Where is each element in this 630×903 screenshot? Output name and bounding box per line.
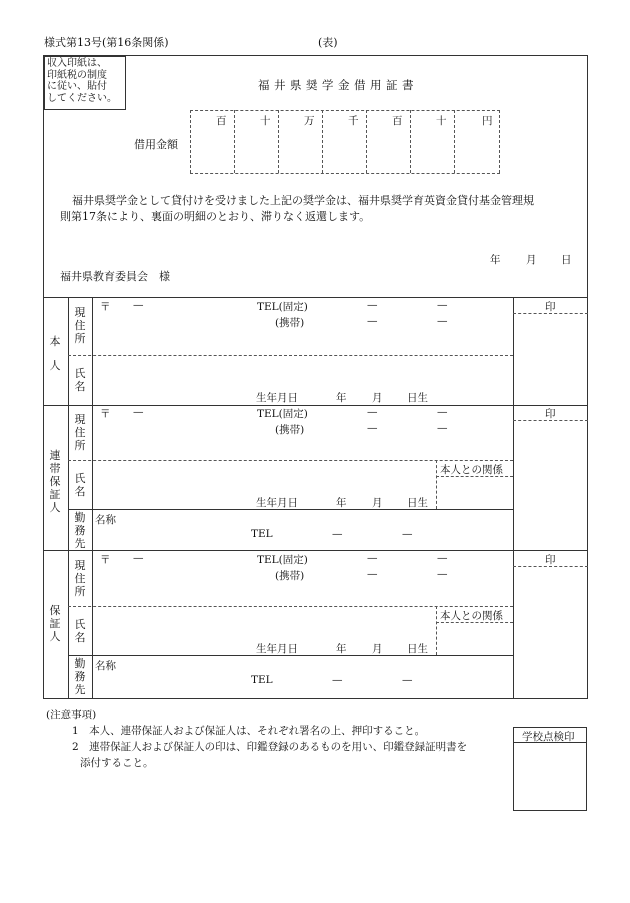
principal-birth-year: 年 bbox=[336, 392, 347, 404]
guarantor-name-label: 氏名 bbox=[74, 618, 86, 644]
principal-postal-dash: — bbox=[133, 299, 144, 311]
amount-unit-hundred-million: 百 bbox=[216, 115, 227, 127]
joint-birth-day: 日生 bbox=[407, 497, 428, 509]
note-item-2: 2 連帯保証人および保証人の印は、印鑑登録のあるものを用い、印鑑登録証明書を bbox=[72, 741, 468, 753]
principal-seal: 印 bbox=[545, 301, 556, 313]
joint-company-tel-dash-2: — bbox=[402, 528, 413, 540]
guarantor-seal: 印 bbox=[545, 554, 556, 566]
guarantor-tel-fixed-dash-2: — bbox=[437, 552, 448, 564]
principal-birth-label: 生年月日 bbox=[256, 392, 298, 404]
guarantor-company-tel-dash-2: — bbox=[402, 674, 413, 686]
principal-address-label: 現住所 bbox=[74, 306, 86, 345]
joint-postal-dash: — bbox=[133, 406, 144, 418]
guarantor-relation-label: 本人との関係 bbox=[440, 610, 503, 622]
guarantor-postal-mark: 〒 bbox=[100, 554, 111, 566]
notes-heading: (注意事項) bbox=[46, 709, 97, 721]
guarantor-birth-month: 月 bbox=[372, 643, 383, 655]
addressee: 福井県教育委員会 様 bbox=[60, 270, 170, 283]
school-check-label: 学校点検印 bbox=[522, 731, 575, 743]
body-text-line-2: 則第17条により、裏面の明細のとおり、滞りなく返還します。 bbox=[60, 210, 371, 223]
guarantor-tel-fixed-dash-1: — bbox=[367, 552, 378, 564]
joint-postal-mark: 〒 bbox=[100, 408, 111, 420]
certificate-frame bbox=[43, 55, 588, 699]
joint-seal: 印 bbox=[545, 408, 556, 420]
guarantor-tel-fixed-label: TEL(固定) bbox=[257, 554, 308, 566]
guarantor-birth-year: 年 bbox=[336, 643, 347, 655]
joint-relation-label: 本人との関係 bbox=[440, 464, 503, 476]
amount-label: 借用金額 bbox=[134, 138, 178, 151]
joint-birth-month: 月 bbox=[372, 497, 383, 509]
joint-company-label: 名称 bbox=[95, 514, 116, 526]
joint-tel-mobile-dash-2: — bbox=[437, 422, 448, 434]
amount-unit-ten-thousand: 万 bbox=[304, 115, 315, 127]
note-item-1: 1 本人、連帯保証人および保証人は、それぞれ署名の上、押印すること。 bbox=[72, 725, 426, 737]
amount-unit-yen: 円 bbox=[482, 115, 493, 127]
principal-tel-mobile-label: (携帯) bbox=[275, 317, 305, 329]
date-year: 年 bbox=[490, 254, 501, 266]
date-month: 月 bbox=[526, 254, 537, 266]
revenue-stamp-note: 収入印紙は、 印紙税の制度 に従い、貼付 してください。 bbox=[47, 58, 117, 104]
joint-birth-year: 年 bbox=[336, 497, 347, 509]
guarantor-company-label: 名称 bbox=[95, 660, 116, 672]
principal-tel-mobile-dash-1: — bbox=[367, 315, 378, 327]
guarantor-workplace-label: 勤務先 bbox=[74, 657, 86, 696]
guarantor-birth-label: 生年月日 bbox=[256, 643, 298, 655]
date-day: 日 bbox=[561, 254, 572, 266]
principal-tel-fixed-label: TEL(固定) bbox=[257, 301, 308, 313]
section-principal-label: 本人 bbox=[49, 335, 61, 372]
form-number: 様式第13号(第16条関係) bbox=[44, 36, 169, 49]
principal-name-label: 氏名 bbox=[74, 367, 86, 393]
document-title: 福井県奨学金借用証書 bbox=[258, 78, 418, 92]
guarantor-tel-mobile-dash-1: — bbox=[367, 568, 378, 580]
guarantor-postal-dash: — bbox=[133, 552, 144, 564]
principal-birth-month: 月 bbox=[372, 392, 383, 404]
joint-tel-mobile-dash-1: — bbox=[367, 422, 378, 434]
joint-tel-fixed-label: TEL(固定) bbox=[257, 408, 308, 420]
guarantor-company-tel-label: TEL bbox=[251, 674, 273, 686]
joint-company-tel-dash-1: — bbox=[332, 528, 343, 540]
amount-unit-hundred: 百 bbox=[392, 115, 403, 127]
section-guarantor-label: 保証人 bbox=[49, 604, 61, 643]
joint-tel-fixed-dash-2: — bbox=[437, 406, 448, 418]
amount-unit-ten-million: 十 bbox=[260, 115, 271, 127]
joint-workplace-label: 勤務先 bbox=[74, 511, 86, 550]
principal-birth-day: 日生 bbox=[407, 392, 428, 404]
joint-tel-fixed-dash-1: — bbox=[367, 406, 378, 418]
amount-unit-ten: 十 bbox=[436, 115, 447, 127]
principal-tel-fixed-dash-1: — bbox=[367, 299, 378, 311]
guarantor-company-tel-dash-1: — bbox=[332, 674, 343, 686]
principal-postal-mark: 〒 bbox=[100, 301, 111, 313]
guarantor-tel-mobile-label: (携帯) bbox=[275, 570, 305, 582]
principal-tel-fixed-dash-2: — bbox=[437, 299, 448, 311]
section-joint-guarantor-label: 連帯保証人 bbox=[49, 449, 61, 514]
joint-birth-label: 生年月日 bbox=[256, 497, 298, 509]
guarantor-address-label: 現住所 bbox=[74, 559, 86, 598]
guarantor-tel-mobile-dash-2: — bbox=[437, 568, 448, 580]
joint-tel-mobile-label: (携帯) bbox=[275, 424, 305, 436]
side-label: (表) bbox=[318, 36, 338, 49]
joint-company-tel-label: TEL bbox=[251, 528, 273, 540]
principal-tel-mobile-dash-2: — bbox=[437, 315, 448, 327]
guarantor-birth-day: 日生 bbox=[407, 643, 428, 655]
note-item-2-continuation: 添付すること。 bbox=[80, 757, 154, 769]
joint-address-label: 現住所 bbox=[74, 413, 86, 452]
amount-unit-thousand: 千 bbox=[348, 115, 359, 127]
body-text-line-1: 福井県奨学金として貸付けを受けました上記の奨学金は、福井県奨学育英資金貸付基金管理規 bbox=[72, 194, 534, 207]
joint-name-label: 氏名 bbox=[74, 472, 86, 498]
